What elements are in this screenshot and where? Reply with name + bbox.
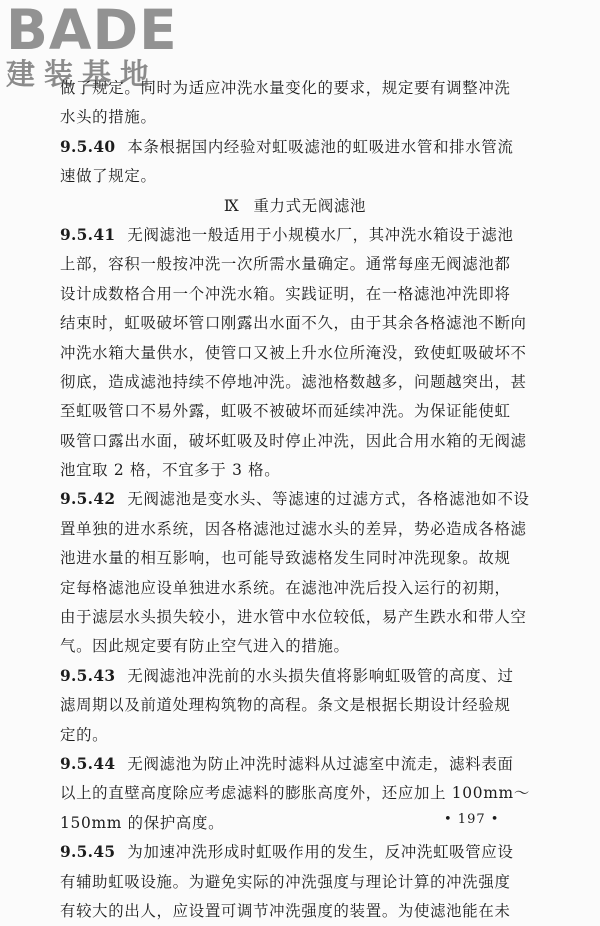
- text-line: 至虹吸管口不易外露，虹吸不被破坏而延续冲洗。为保证能使虹: [60, 402, 511, 421]
- text-line: 彻底，造成滤池持续不停地冲洗。滤池格数越多，问题越突出，甚: [60, 372, 527, 391]
- section-title: 重力式无阀滤池: [253, 196, 367, 215]
- text-line: 速做了规定。: [60, 167, 157, 186]
- clause-number: 9.5.41: [60, 225, 116, 244]
- clause-number: 9.5.40: [60, 137, 116, 156]
- watermark-brand: BADE: [6, 0, 178, 62]
- text-line: 有较大的出人，应设置可调节冲洗强度的装置。为使滤池能在未: [60, 901, 511, 920]
- text-line: 上部，容积一般按冲洗一次所需水量确定。通常每座无阀滤池都: [60, 255, 511, 274]
- clause-text: 本条根据国内经验对虹吸滤池的虹吸进水管和排水管流: [127, 137, 514, 156]
- clause-text: 为加速冲洗形成时虹吸作用的发生，反冲洗虹吸管应设: [127, 843, 514, 862]
- text-line: 池进水量的相互影响，也可能导致滤格发生同时冲洗现象。故规: [60, 549, 511, 568]
- clause-number: 9.5.42: [60, 490, 116, 509]
- clause-9-5-45: [60, 838, 530, 926]
- clause-text: 无阀滤池一般适用于小规模水厂，其冲洗水箱设于滤池: [127, 225, 514, 244]
- text-line: 150mm 的保护高度。: [60, 813, 225, 832]
- text-line: 滤周期以及前道处理构筑物的高程。条文是根据长期设计经验规: [60, 696, 511, 715]
- clause-first-line: [60, 750, 530, 779]
- clause-9-5-42: [60, 485, 530, 661]
- document-page: [60, 74, 530, 926]
- clause-number: 9.5.44: [60, 754, 116, 773]
- clause-first-line: [60, 485, 530, 514]
- text-line: 吸管口露出水面，破坏虹吸及时停止冲洗，因此合用水箱的无阀滤: [60, 431, 527, 450]
- clause-text: 无阀滤池冲洗前的水头损失值将影响虹吸管的高度、过: [127, 666, 514, 685]
- clause-9-5-43: [60, 662, 530, 750]
- text-line: 定每格滤池应设单独进水系统。在滤池冲洗后投入运行的初期，: [60, 578, 511, 597]
- text-line: 水头的措施。: [60, 108, 157, 127]
- text-line: 气。因此规定要有防止空气进入的措施。: [60, 637, 350, 656]
- text-line: 由于滤层水头损失较小，进水管中水位较低，易产生跌水和带人空: [60, 608, 527, 627]
- clause-first-line: [60, 133, 530, 162]
- intro-paragraph: [60, 74, 530, 133]
- section-roman-numeral: Ⅸ: [223, 196, 240, 215]
- text-line: 定的。: [60, 725, 109, 744]
- clause-text: 无阀滤池是变水头、等滤速的过滤方式，各格滤池如不设: [127, 490, 530, 509]
- text-line: 以上的直壁高度除应考虑滤料的膨胀高度外，还应加上 100mm～: [60, 784, 530, 803]
- text-line: 池宜取 2 格，不宜多于 3 格。: [60, 461, 281, 480]
- clause-first-line: [60, 838, 530, 867]
- text-line: 结束时，虹吸破坏管口刚露出水面不久，由于其余各格滤池不断向: [60, 314, 527, 333]
- clause-9-5-41: [60, 221, 530, 486]
- clause-first-line: [60, 221, 530, 250]
- text-line: 设计成数格合用一个冲洗水箱。实践证明，在一格滤池冲洗即将: [60, 284, 511, 303]
- clause-first-line: [60, 662, 530, 691]
- section-heading: [60, 192, 530, 221]
- text-line: 置单独的进水系统，因各格滤池过滤水头的差异，势必造成各格滤: [60, 519, 527, 538]
- clause-number: 9.5.45: [60, 843, 116, 862]
- text-line: 有辅助虹吸设施。为避免实际的冲洗强度与理论计算的冲洗强度: [60, 872, 511, 891]
- text-line: 冲洗水箱大量供水，使管口又被上升水位所淹没，致使虹吸破坏不: [60, 343, 527, 362]
- clause-number: 9.5.43: [60, 666, 116, 685]
- clause-text: 无阀滤池为防止冲洗时滤料从过滤室中流走，滤料表面: [127, 754, 514, 773]
- watermark-subtitle: 建装基地: [6, 57, 159, 91]
- clause-9-5-40: [60, 133, 530, 192]
- text-line: 做了规定。同时为适应冲洗水量变化的要求，规定要有调整冲洗: [60, 79, 511, 97]
- page-number: • 197 •: [444, 812, 500, 827]
